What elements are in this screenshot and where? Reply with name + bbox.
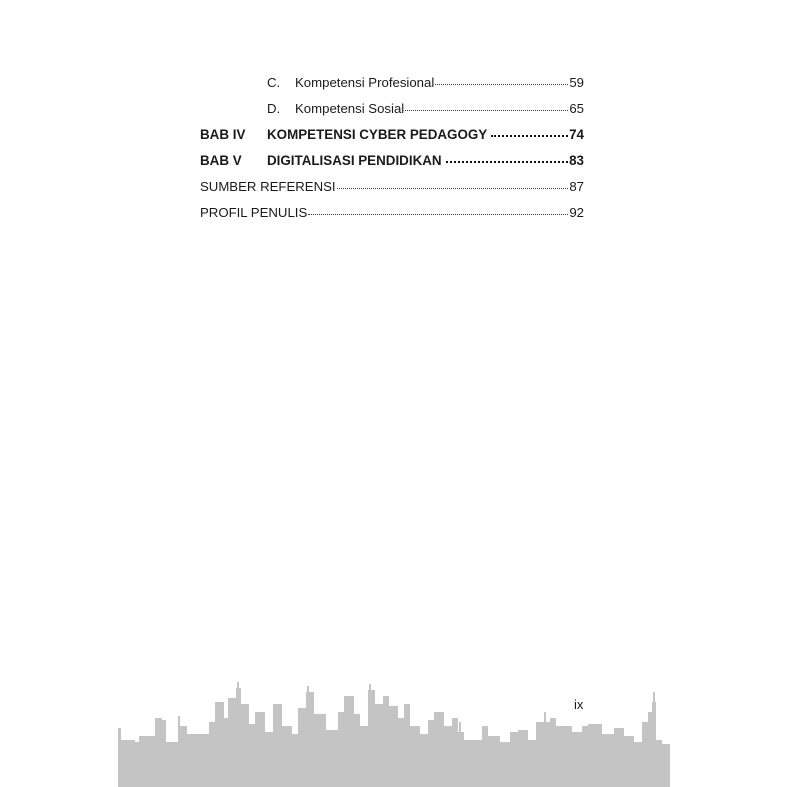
toc-entry-chapter: BAB V xyxy=(200,153,242,168)
toc-entry-bab-iv[interactable] xyxy=(200,122,584,148)
toc-entry-chapter: BAB IV xyxy=(200,127,246,142)
skyline-buildings xyxy=(118,682,670,787)
dot-leader xyxy=(337,188,569,189)
dot-leader xyxy=(405,110,568,111)
toc-entry-kompetensi-profesional[interactable] xyxy=(200,70,584,96)
toc-entry-title: KOMPETENSI CYBER PEDAGOGY xyxy=(267,127,488,142)
toc-entry-title: DIGITALISASI PENDIDIKAN xyxy=(267,153,442,168)
toc-entry-profil-penulis[interactable] xyxy=(200,200,584,226)
toc-entry-title: PROFIL PENULIS xyxy=(200,205,308,220)
toc-entry-page: 59 xyxy=(569,75,584,90)
toc-entry-title: Kompetensi Profesional xyxy=(295,75,435,90)
table-of-contents xyxy=(200,70,584,226)
dot-leader xyxy=(308,214,568,215)
dot-leader xyxy=(446,161,569,163)
toc-entry-bab-v[interactable] xyxy=(200,148,584,174)
toc-entry-letter: D. xyxy=(267,101,281,116)
toc-entry-page: 74 xyxy=(569,127,584,142)
toc-entry-page: 83 xyxy=(569,153,584,168)
page-number: ix xyxy=(574,697,584,712)
toc-entry-title: SUMBER REFERENSI xyxy=(200,179,336,194)
dot-leader xyxy=(491,135,568,137)
dot-leader xyxy=(435,84,568,85)
toc-entry-page: 92 xyxy=(569,205,584,220)
toc-entry-page: 65 xyxy=(569,101,584,116)
toc-entry-letter: C. xyxy=(267,75,281,90)
toc-entry-page: 87 xyxy=(569,179,584,194)
toc-entry-kompetensi-sosial[interactable] xyxy=(200,96,584,122)
toc-entry-title: Kompetensi Sosial xyxy=(295,101,405,116)
toc-entry-sumber-referensi[interactable] xyxy=(200,174,584,200)
city-skyline-illustration xyxy=(118,682,670,787)
